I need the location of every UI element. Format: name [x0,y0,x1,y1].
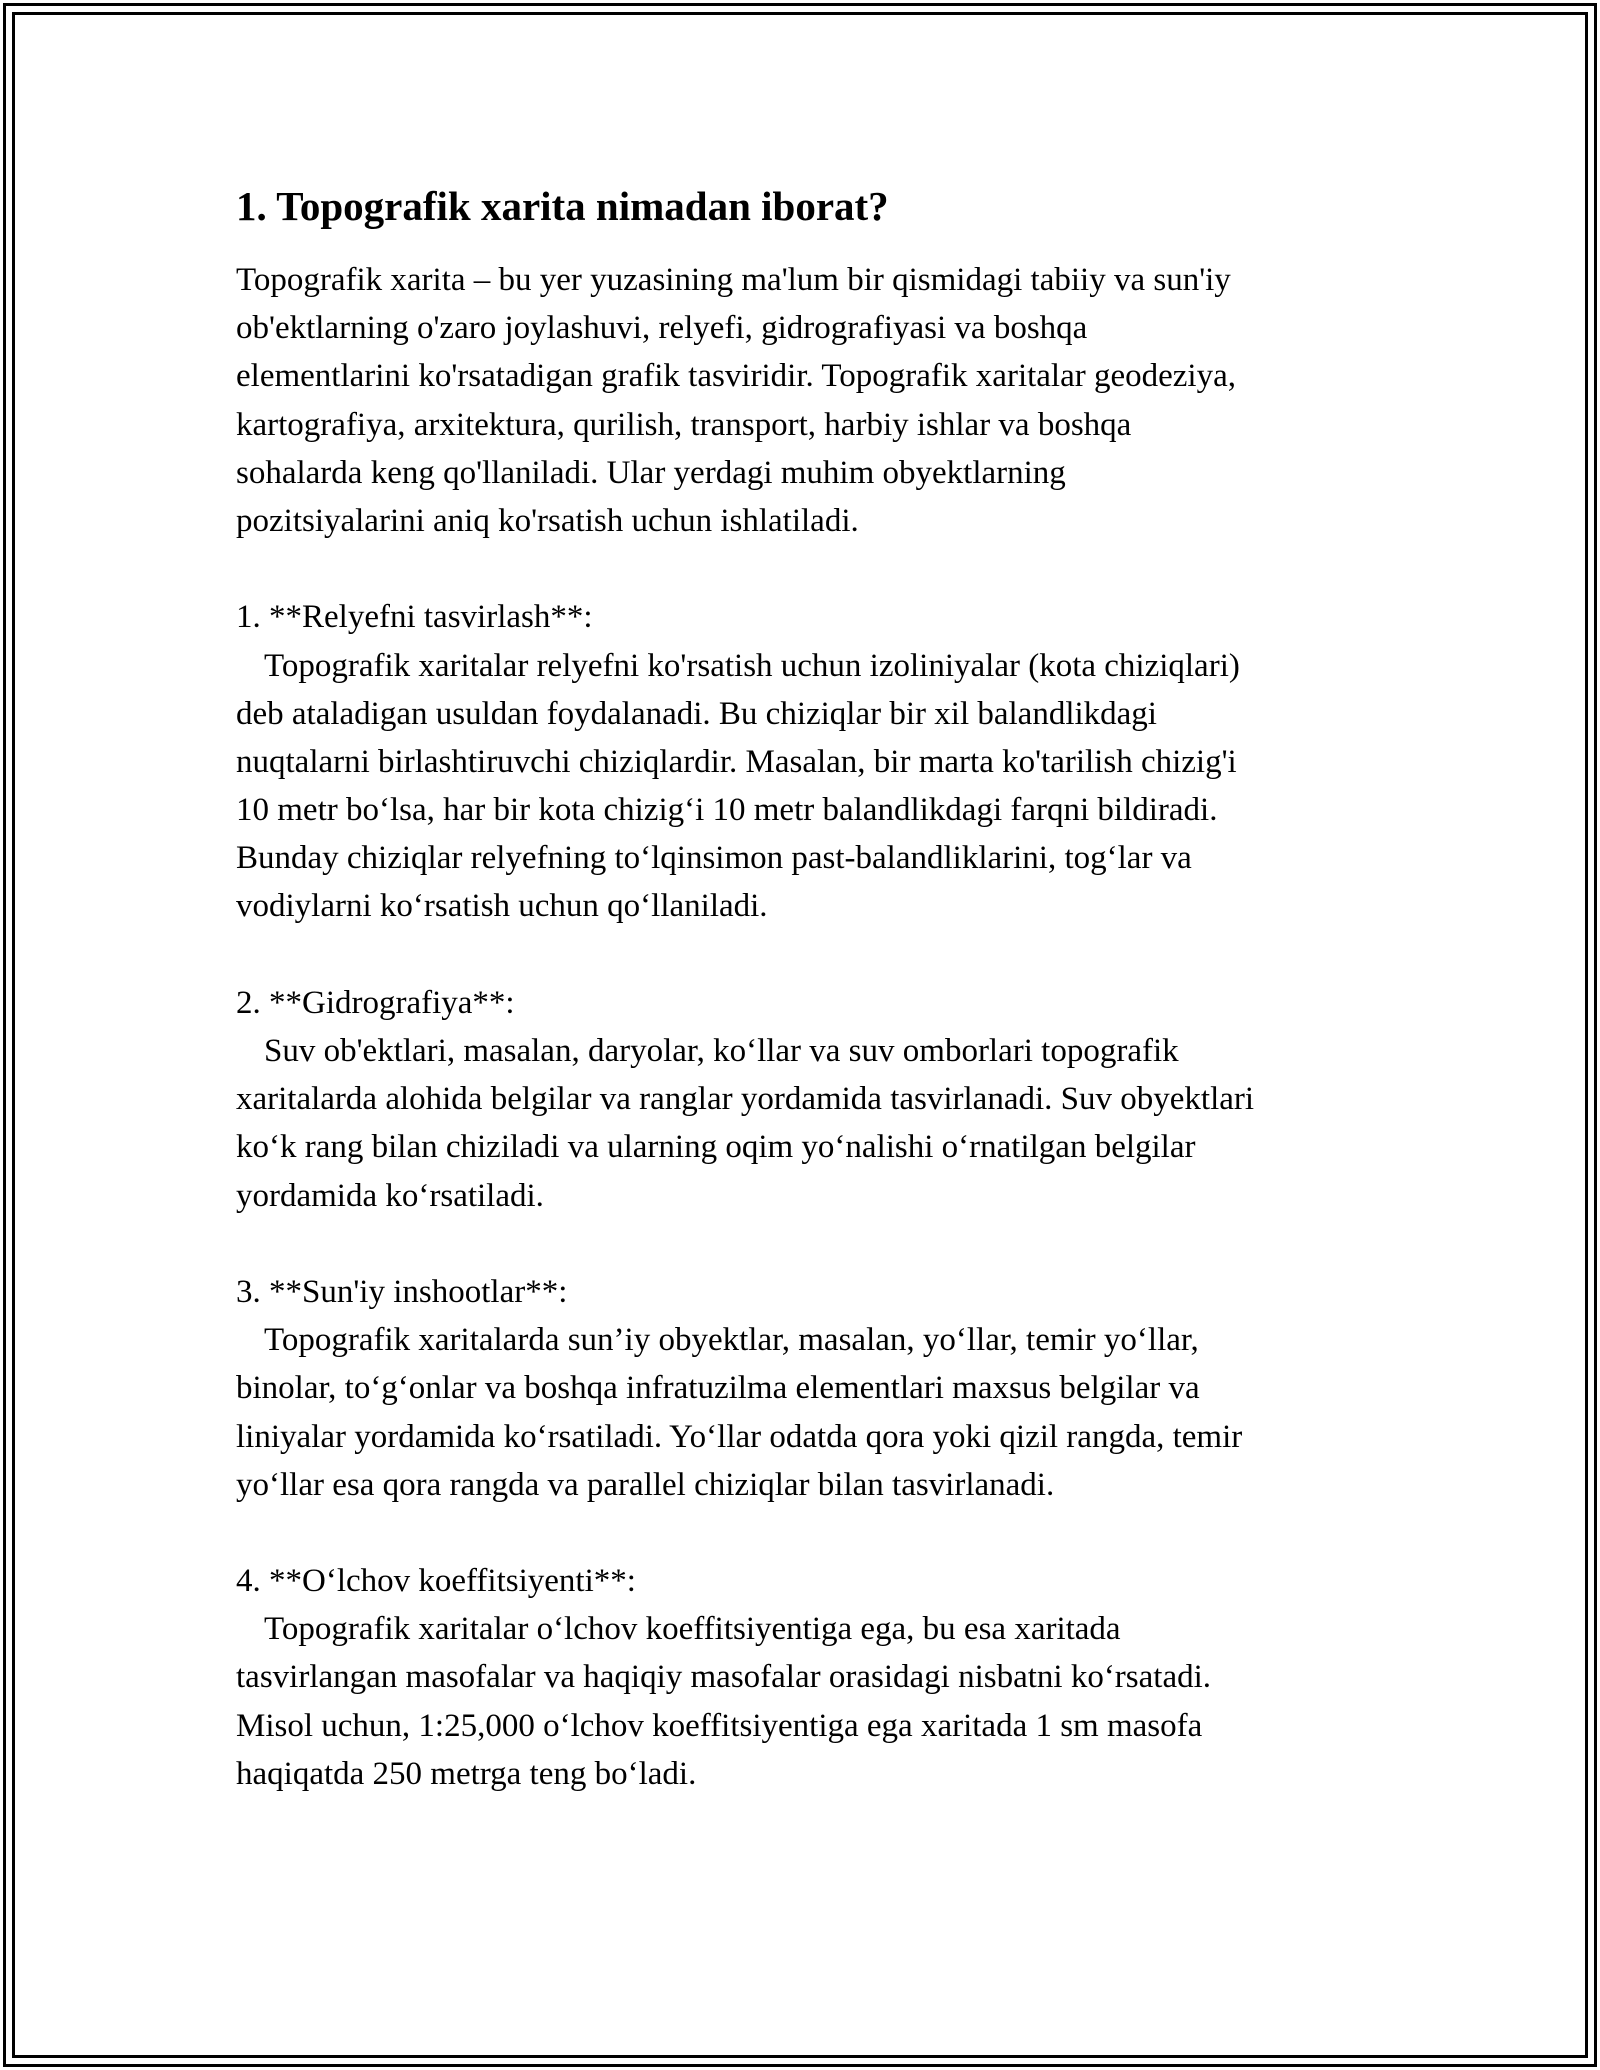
section-relief [236,593,1376,930]
paragraph-spacer [236,545,1376,593]
intro-line: pozitsiyalarini aniq ko'rsatish uchun ishlatiladi. [236,502,859,539]
section-line: deb ataladigan usuldan foydalanadi. Bu chiziqlar bir xil balandlikdagi [236,695,1157,732]
section-line: xaritalarda alohida belgilar va ranglar yordamida tasvirlanadi. Suv obyektlari [236,1081,1255,1118]
section-line: Misol uchun, 1:25,000 o‘lchov koeffitsiyentiga ega xaritada 1 sm masofa [236,1707,1203,1744]
section-line: yordamida ko‘rsatiladi. [236,1177,544,1214]
intro-line: sohalarda keng qo'llaniladi. Ular yerdagi muhim obyektlarning [236,454,1066,491]
paragraph-spacer [236,1220,1376,1268]
section-line: liniyalar yordamida ko‘rsatiladi. Yo‘llar odatda qora yoki qizil rangda, temir [236,1418,1243,1455]
section-structures [236,1268,1376,1509]
section-line: Topografik xaritalarda sun’iy obyektlar, masalan, yo‘llar, temir yo‘llar, [264,1322,1199,1359]
paragraph-spacer [236,931,1376,979]
document-body [236,180,1376,1798]
section-line: vodiylarni ko‘rsatish uchun qo‘llaniladi. [236,888,768,925]
section-heading: 1. **Relyefni tasvirlash**: [236,599,593,636]
section-line: nuqtalarni birlashtiruvchi chiziqlardir. Masalan, bir marta ko'tarilish chizig'i [236,743,1237,780]
section-line: tasvirlangan masofalar va haqiqiy masofalar orasidagi nisbatni ko‘rsatadi. [236,1659,1212,1696]
section-heading: 3. **Sun'iy inshootlar**: [236,1273,568,1310]
section-line: Topografik xaritalar relyefni ko'rsatish uchun izoliniyalar (kota chiziqlari) [264,647,1240,684]
section-line: 10 metr bo‘lsa, har bir kota chizig‘i 10 metr balandlikdagi farqni bildiradi. [236,792,1218,829]
page-title: 1. Topografik xarita nimadan iborat? [236,183,889,229]
section-heading: 2. **Gidrografiya**: [236,984,515,1021]
section-line: Suv ob'ektlari, masalan, daryolar, ko‘llar va suv omborlari topografik [264,1033,1179,1069]
section-line: ko‘k rang bilan chiziladi va ularning oqim yo‘nalishi o‘rnatilgan belgilar [236,1129,1196,1166]
intro-line: ob'ektlarning o'zaro joylashuvi, relyefi, gidrografiyasi va boshqa [236,310,1088,347]
section-hydrography [236,979,1376,1220]
section-line: Topografik xaritalar o‘lchov koeffitsiyentiga ega, bu esa xaritada [264,1611,1121,1648]
paragraph-spacer [236,1509,1376,1557]
intro-line: elementlarini ko'rsatadigan grafik tasviridir. Topografik xaritalar geodeziya, [236,358,1236,395]
section-line: Bunday chiziqlar relyefning to‘lqinsimon past-balandliklarini, tog‘lar va [236,840,1192,877]
section-scale [236,1557,1376,1798]
section-line: yo‘llar esa qora rangda va parallel chiziqlar bilan tasvirlanadi. [236,1466,1055,1503]
section-heading: 4. **O‘lchov koeffitsiyenti**: [236,1563,636,1600]
section-line: binolar, to‘g‘onlar va boshqa infratuzilma elementlari maxsus belgilar va [236,1370,1200,1407]
section-line: haqiqatda 250 metrga teng bo‘ladi. [236,1755,697,1792]
intro-paragraph [236,256,1376,545]
intro-line: Topografik xarita – bu yer yuzasining ma'lum bir qismidagi tabiiy va sun'iy [236,262,1231,298]
intro-line: kartografiya, arxitektura, qurilish, transport, harbiy ishlar va boshqa [236,406,1132,443]
